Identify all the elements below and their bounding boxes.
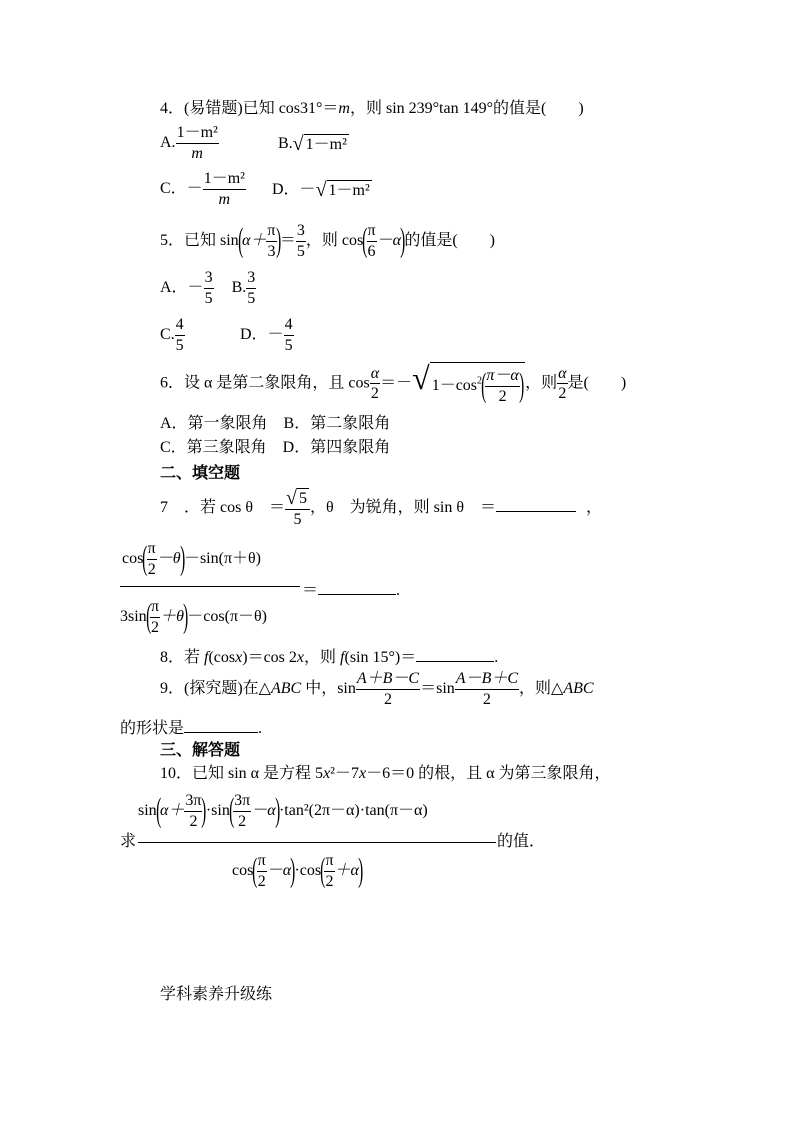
q7-frac-numerator: cos( $\frac{\pi}{2}$ －θ)－sin(π＋θ) (122, 540, 262, 578)
q4-stem: 4．(易错题)已知 cos31°＝m，则 sin 239°tan 149°的值是( ) (160, 100, 584, 117)
q6-options-ab: A．第一象限角 B．第二象限角 (160, 415, 391, 432)
q7-fraction-bar (120, 586, 300, 587)
q5-option-d: D．－ $\frac{4}{5}$ (240, 316, 293, 354)
q10-ask: 求 (120, 833, 137, 850)
q7-frac-denominator: 3sin( $\frac{\pi}{2}$ ＋θ)－cos(π－θ) (120, 598, 268, 636)
q4-option-b: B. √ 1－m² (278, 133, 347, 155)
q9-stem: 9．(探究题)在△ABC 中，sin $\frac{A+B-C}{2}$ ＝sin $\frac{A-B+C}{2}$ ，则△ABC (160, 670, 594, 708)
q4-option-a: A. $\frac{\text{1－m²}}{m}$ (160, 124, 218, 162)
q7-stem: 7 ．若 cos θ ＝ √ 5 5 ，θ 为锐角，则 sin θ ＝ ， (160, 487, 603, 529)
q6-options-cd: C．第三象限角 D．第四象限角 (160, 439, 391, 456)
q5-stem: 5．已知 sin(α＋ $\frac{\pi}{3}$ )＝ $\frac{3}{5}$ ，则 cos( $\frac{\pi}{6}$ －α)的值是( ) (160, 222, 495, 260)
q6-stem: 6．设 α 是第二象限角，且 cos $\frac{\alpha}{2}$ ＝－ √ $1-\cos^2$( $\frac{\pi-\alpha}{2}$ ) ，则 $\frac{\alpha}{2}$ 是( ) (160, 360, 627, 405)
q10-tail: 的值． (497, 833, 546, 850)
q5-options-ab: A．－ $\frac{3}{5}$ B. $\frac{3}{5}$ (160, 269, 256, 307)
q7-answer: ＝ . (302, 582, 401, 599)
q4-option-c: C．－ $\frac{\text{1－m²}}{m}$ (160, 170, 245, 208)
q5-option-c: C. $\frac{4}{5}$ (160, 316, 184, 354)
q10-frac-denominator: cos( $\frac{\pi}{2}$ －α)·cos( $\frac{\pi}{2}$ ＋α) (232, 852, 364, 890)
section-solve: 三、解答题 (160, 740, 241, 759)
q4-option-d: D．－ √ 1－m² (272, 179, 370, 201)
footer-heading: 学科素养升级练 (160, 984, 273, 1003)
q9-line2: 的形状是 . (120, 720, 263, 737)
section-fill-in: 二、填空题 (160, 463, 241, 482)
q10-frac-numerator: sin(α＋ $\frac{3\pi}{2}$ )·sin( $\frac{3\pi}{2}$ －α)·tan²(2π－α)·tan(π－α) (138, 792, 428, 830)
q10-fraction-bar (138, 842, 496, 843)
q8-stem: 8．若 f(cosx)＝cos 2x，则 f(sin 15°)＝ . (160, 649, 499, 666)
q10-stem: 10．已知 sin α 是方程 5x²－7x－6＝0 的根，且 α 为第三象限角， (160, 765, 611, 782)
